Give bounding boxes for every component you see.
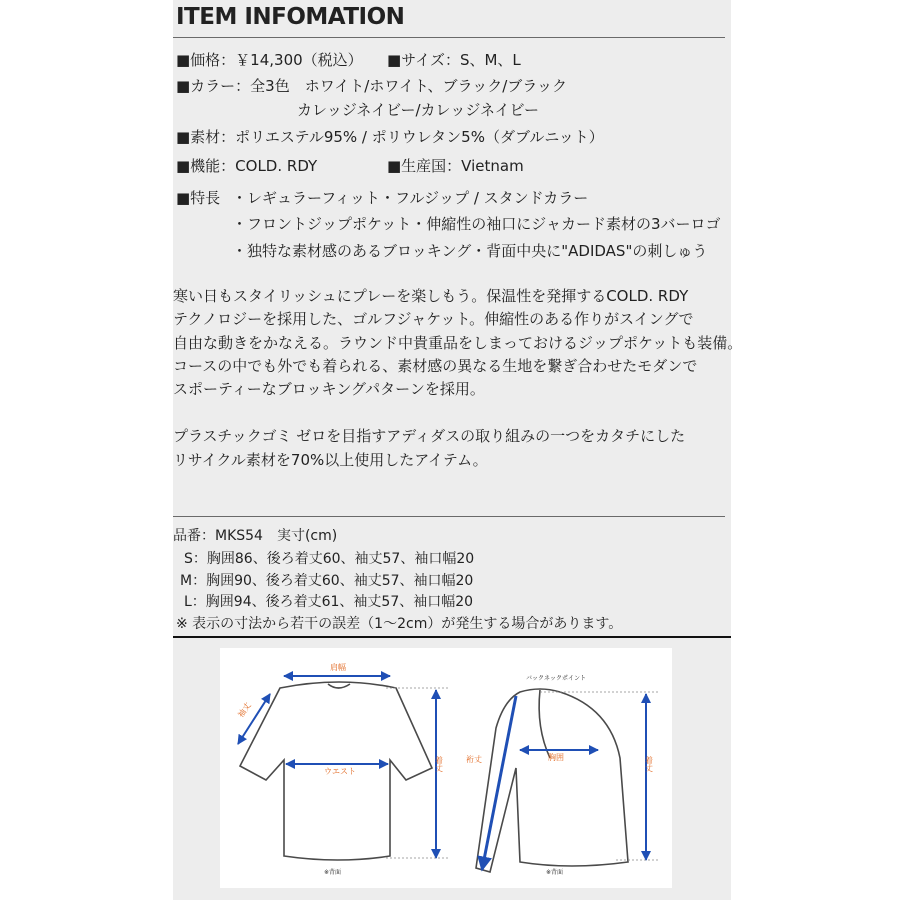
description-line: スポーティーなブロッキングパターンを採用。 (173, 380, 485, 398)
feature-item-1: ・レギュラーフィット・フルジップ / スタンドカラー (232, 189, 589, 207)
feature-label: ■特長 (176, 189, 221, 207)
function-text: ■機能：COLD. RDY (176, 157, 318, 175)
size-row-l: L：胸囲94、後ろ着丈61、袖丈57、袖口幅20 (184, 594, 474, 610)
side-length-label: 着丈 (644, 756, 654, 772)
back-neck-label: バックネックポイント (526, 675, 586, 682)
size-note: ※ 表示の寸法から若干の誤差（1〜2cm）が発生する場合があります。 (176, 616, 623, 632)
description-line: リサイクル素材を70%以上使用したアイテム。 (173, 451, 488, 469)
description-line: テクノロジーを採用した、ゴルフジャケット。伸縮性のある作りがスイングで (173, 310, 694, 328)
size-row-m: M：胸囲90、後ろ着丈60、袖丈57、袖口幅20 (180, 573, 474, 589)
color-text: ■カラー：全3色 ホワイト/ホワイト、ブラック/ブラック (176, 77, 567, 95)
description-line: 寒い日もスタイリッシュにプレーを楽しもう。保温性を発揮するCOLD. RDY (173, 287, 689, 305)
color-text-2: カレッジネイビー/カレッジネイビー (297, 101, 540, 119)
sleeve-label: 袖丈 (236, 700, 253, 720)
section-divider (173, 636, 731, 638)
size-header: 品番：MKS54 実寸(cm) (173, 528, 338, 544)
chest-label: 胸囲 (548, 753, 564, 762)
shoulder-label: 肩幅 (330, 663, 346, 672)
description-line: コースの中でも外でも着られる、素材感の異なる生地を繋ぎ合わせたモダンで (173, 357, 698, 375)
page-title: ITEM INFOMATION (176, 4, 405, 30)
material-text: ■素材：ポリエステル95% / ポリウレタン5%（ダブルニット） (176, 128, 604, 146)
size-text: ■サイズ：S、M、L (387, 51, 521, 69)
front-caption: ※背面 (324, 869, 342, 876)
feature-item-2: ・フロントジップポケット・伸縮性の袖口にジャカード素材の3バーロゴ (232, 215, 721, 233)
title-divider (173, 37, 725, 38)
size-row-s: S：胸囲86、後ろ着丈60、袖丈57、袖口幅20 (184, 551, 475, 567)
feature-item-3: ・独特な素材感のあるブロッキング・背面中央に"ADIDAS"の刺しゅう (232, 242, 708, 260)
measurement-diagram (220, 648, 672, 888)
side-sleeve-label: 裄丈 (466, 755, 482, 764)
description-line: プラスチックゴミ ゼロを目指すアディダスの取り組みの一つをカタチにした (173, 427, 686, 445)
front-length-label: 着丈 (434, 756, 444, 772)
description-line: 自由な動きをかなえる。ラウンド中貴重品をしまっておけるジップポケットも装備。 (173, 334, 743, 352)
price-text: ■価格：￥14,300（税込） (176, 51, 363, 69)
size-divider (173, 516, 725, 517)
waist-label: ウエスト (324, 767, 356, 776)
side-sleeve-arrow (482, 696, 516, 870)
side-caption: ※背面 (546, 869, 564, 876)
origin-text: ■生産国：Vietnam (387, 157, 524, 175)
